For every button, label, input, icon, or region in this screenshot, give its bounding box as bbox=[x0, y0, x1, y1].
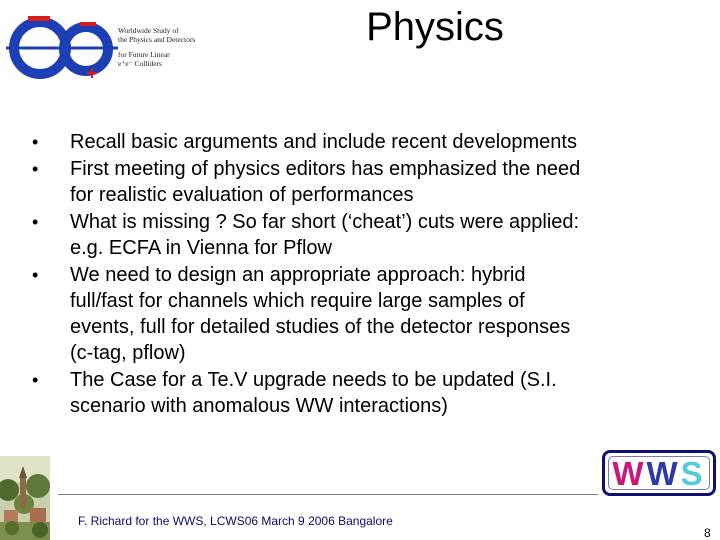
bullet-line: full/fast for channels which require large samples of bbox=[70, 290, 525, 312]
wws-letter: W bbox=[646, 455, 681, 492]
bullet-item bbox=[30, 129, 700, 155]
logo-caption-line: the Physics and Detectors bbox=[118, 35, 196, 44]
bullet-dot: • bbox=[32, 370, 39, 390]
bullet-line: scenario with anomalous WW interactions) bbox=[70, 395, 448, 417]
bullet-dot: • bbox=[32, 212, 39, 232]
bullet-line: What is missing ? So far short (‘cheat’) cuts were applied: bbox=[70, 211, 580, 233]
footer-divider bbox=[58, 494, 598, 495]
bullet-line: We need to design an appropriate approach: hybrid bbox=[70, 264, 526, 286]
bullet-list bbox=[30, 129, 700, 420]
bullet-line: e.g. ECFA in Vienna for Pflow bbox=[70, 237, 333, 259]
footer-text: F. Richard for the WWS, LCWS06 March 9 2006 Bangalore bbox=[78, 514, 393, 528]
city-photo bbox=[0, 456, 50, 540]
bullet-line: Recall basic arguments and include recent developments bbox=[70, 131, 577, 153]
wws-letter: S bbox=[680, 455, 706, 492]
slide-title: Physics bbox=[366, 5, 504, 49]
bullet-line: First meeting of physics editors has emphasized the need bbox=[70, 158, 581, 180]
bullet-line: for realistic evaluation of performances bbox=[70, 184, 414, 206]
city-photo-graphic bbox=[0, 456, 50, 540]
wws-letter: W bbox=[612, 455, 647, 492]
page-number: 8 bbox=[704, 526, 711, 540]
bullet-dot: • bbox=[32, 159, 39, 179]
bullet-dot: • bbox=[32, 132, 39, 152]
bullet-item bbox=[30, 209, 700, 261]
logo-caption-line: Worldwide Study of bbox=[118, 26, 179, 35]
bullet-dot: • bbox=[32, 265, 39, 285]
wws-logo bbox=[602, 450, 716, 496]
wws-logo-text bbox=[605, 456, 713, 492]
bullet-item bbox=[30, 156, 700, 208]
bullet-item bbox=[30, 367, 700, 419]
logo-caption-line: for Future Linear bbox=[118, 50, 170, 59]
bullet-line: The Case for a Te.V upgrade needs to be updated (S.I. bbox=[70, 369, 557, 391]
bullet-line: (c-tag, pflow) bbox=[70, 342, 186, 364]
logo-caption-line: e⁺e⁻ Colliders bbox=[118, 59, 162, 68]
bullet-line: events, full for detailed studies of the detector responses bbox=[70, 316, 571, 338]
bullet-item bbox=[30, 262, 700, 366]
